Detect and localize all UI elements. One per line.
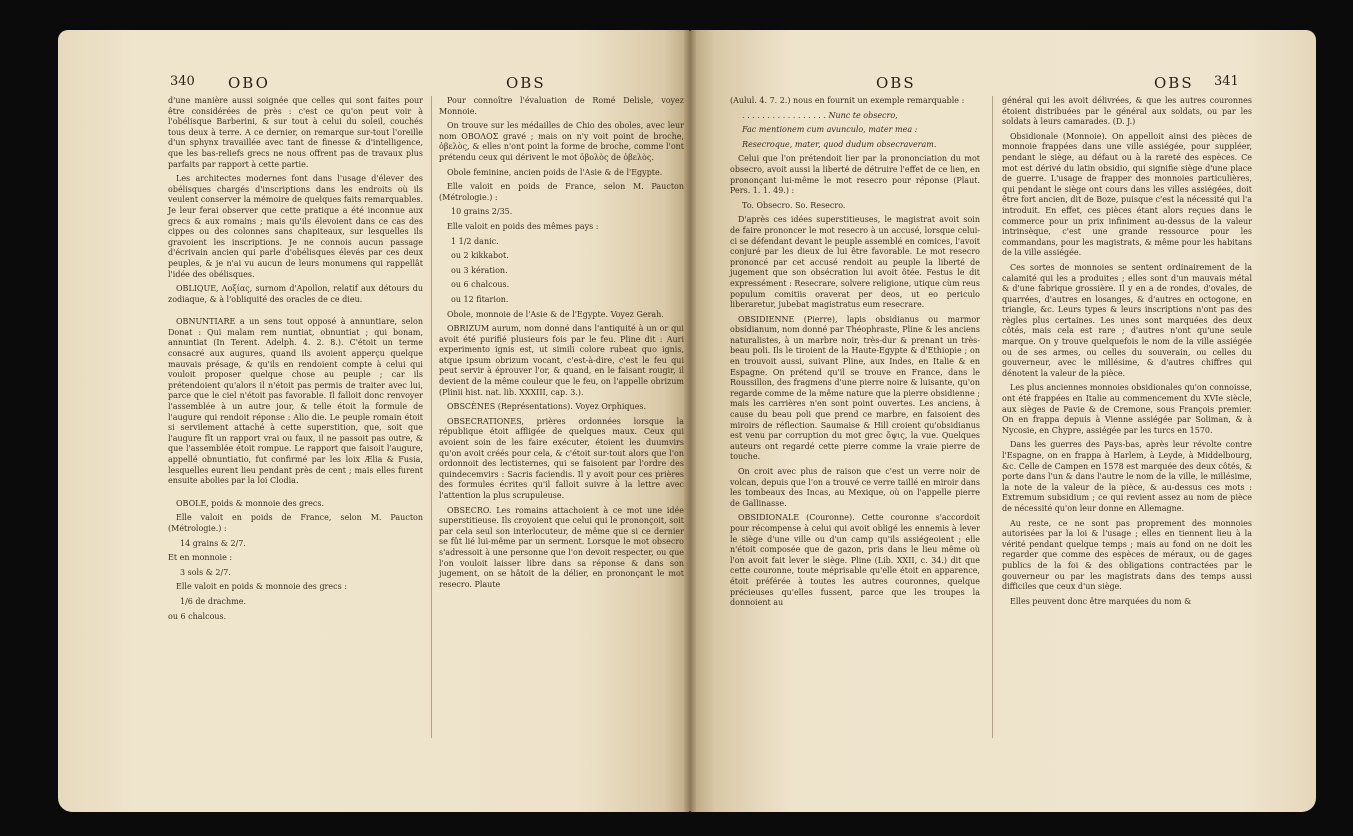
paragraph: Au reste, ce ne sont pas proprement des monnoies autorisées par la loi & l'usage ; elles en tiennent lieu à la vérité pendant quelque temps ; mais au fond on ne doit les regarder que comme des espèces de méraux, ou de gages publics de la foi & des obligations contractées par le gouverneur ou par les magistrats dans des temps aussi difficiles que ceux d'un siège. xyxy=(1002,518,1252,592)
paragraph: Elle valoit en poids des mêmes pays : xyxy=(447,221,599,231)
entry-obrizum: OBRIZUM aurum, nom donné dans l'antiquité à un or qui avoit été purifié plusieurs fois par le feu. Pline dit : Auri experimento ignis est, ut simili colore rubeat quo ignis, atque ipsum obrizum vocant, c'est-à-dire, c'est le feu qui peut servir à éprouver l'or, & quand, en le faisant rougir, il devient de la même couleur que le feu, on l'appelle obrizum (Plinii hist. nat. lib. XXXIII, cap. 3.). xyxy=(439,324,684,397)
verse-line: Resecroque, mater, quod dudum obsecraveram. xyxy=(742,139,937,149)
value-line: ou 3 kération. xyxy=(451,265,508,275)
paragraph: (Aulul. 4. 7. 2.) nous en fournit un exemple remarquable : xyxy=(730,96,965,105)
column-rule xyxy=(992,96,993,738)
value-line: ou 6 chalcous. xyxy=(168,611,227,621)
verse-line: Fac mentionem cum avunculo, mater mea : xyxy=(742,125,918,135)
left-page-column-1 xyxy=(168,96,423,626)
entry-obscenes: OBSCÈNES (Représentations). Voyez Orphiques. xyxy=(447,402,647,412)
paragraph: Dans les guerres des Pays-bas, après leur révolte contre l'Espagne, on en frappa à Harlem, à Leyde, à Middelbourg, &c. Celle de Campen en 1578 est marquée des deux côtés, & porte dans l'un & dans l'autre le nom de la ville, le millésime, la note de la valeur de la pièce, & au-dessus ces mots : Extremum subsidium ; ce qui revient assez au nom de pièce de nécessité qu'on leur donne en Allemagne. xyxy=(1002,440,1252,513)
value-line: ou 2 kikkabot. xyxy=(451,251,509,261)
entry-obole-feminine: Obole feminine, ancien poids de l'Asie & de l'Egypte. xyxy=(447,167,663,177)
paragraph: général qui les avoit délivrées, & que les autres couronnes étoient distribuées par le général aux soldats, ou par les soldats à leurs camarades. (D. J.) xyxy=(1002,96,1252,127)
entry-obole: OBOLE, poids & monnoie des grecs. xyxy=(176,498,324,508)
value-line: ou 12 fitarion. xyxy=(451,294,509,304)
paragraph: Ces sortes de monnoies se sentent ordinairement de la calamité qui les a produites ; elles sont d'un mauvais métal & d'une fabrique grossière. Il y en a de rondes, d'ovales, de quarrées, d'autres en losanges, & d'autres en octogone, en triangle, &c. Leurs types & leurs inscriptions n'ont pas des règles plus certaines. Les unes sont marquées des deux côtés, mais cela est rare ; d'autres n'ont qu'une seule marque. On y trouve quelquefois le nom de la ville assiégée ou de ses armes, ou celles du souverain, ou celles du gouverneur, avec le millésime, & d'autres chiffres qui dénotent la valeur de la pièce. xyxy=(1002,262,1252,378)
paragraph: On trouve sur les médailles de Chio des oboles, avec leur nom ΟΒΟΛΟΣ gravé ; mais on n'y voit point de broche, ὀβελὸς, & elles n'ont point la forme de broche, comme l'ont prétendu ceux qui dérivent le mot ὀβολὸς de ὀβελὸς. xyxy=(439,121,684,162)
entry-obnuntiare: OBNUNTIARE a un sens tout opposé à annuntiare, selon Donat : Qui malam rem nuntiat, obnuntiat ; qui bonam, annuntiat (In Terent. Adelph. 4. 2. 8.). C'étoit un terme consacré aux augures, quand ils avoient apperçu quelque mauvais présage, & qu'ils en rendoient compte à celui qui vouloit proposer quelque chose au peuple ; car ils prétendoient qu'alors il n'étoit pas permis de traiter avec lui, parce que le ciel n'étoit pas favorable. Il falloit donc renvoyer l'assemblée à un autre jour, & telle étoit la formule de l'augure qui rendoit réponse : Alio die. Le peuple romain étoit si servilement attaché à cette superstition, que, soit que l'augure fît un rapport vrai ou faux, il ne passoit pas outre, & que l'assemblée étoit rompue. Le rapport que faisoit l'augure, appellé obnuntiatio, fut confirmé par les loix Ælia & Fusia, lesquelles eurent lieu pendant près de cent ; mais elles furent ensuite abolies par la loi Clodia. xyxy=(168,317,423,486)
value-line: 14 grains & 2/7. xyxy=(180,538,246,548)
paragraph: Elle valoit en poids & monnoie des grecs : xyxy=(176,582,347,592)
value-line: 3 sols & 2/7. xyxy=(180,567,231,577)
value-line: 1/6 de drachme. xyxy=(180,596,247,606)
entry-obsecrationes: OBSECRATIONES, prières ordonnées lorsque la république étoit affligée de quelques maux. Ceux qui avoient soin de les faire exécuter, étoient les duumvirs qu'on avoit créés pour cela, & c'étoit sur-tout alors que l'on ordonnoit des lectisternes, qui se faisoient par l'ordre des quindecemvirs : Sacris faciendis. Il y avoit pour ces prières des formules écrites qu'il falloit suivre à la lettre avec l'attention la plus scrupuleuse. xyxy=(439,416,684,500)
paragraph: Les architectes modernes font dans l'usage d'élever des obélisques chargés d'inscriptions dans les endroits où ils veulent conserver la mémoire de quelques faits remarquables. Je leur ferai observer que cette pratique a été inconnue aux grecs & aux romains ; mais qu'ils élevoient dans ce cas des cippes ou des colonnes sans chapiteaux, sur lesquelles ils gravoient les inscriptions. Je ne connois aucun passage d'écrivain ancien qui parle d'obélisques élevés par ces deux peuples, & je n'ai vu aucun de leurs monumens qui rappellât l'idée des obélisques. xyxy=(168,174,423,279)
paragraph: Elles peuvent donc être marquées du nom & xyxy=(1010,596,1192,606)
entry-obsidienne: OBSIDIENNE (Pierre), lapis obsidianus ou marmor obsidianum, nom donné par Théophraste, Pline & les anciens naturalistes, à un marbre noir, très-dur & prenant un très-beau poli. Ils le tiroient de la Haute-Egypte & d'Ethiopie ; on en trouvoit aussi, suivant Pline, aux Indes, en Italie & en Espagne. On prétend qu'il se trouve en France, dans le Roussillon, des fragmens d'une pierre noire & luisante, qu'on regarde comme de la même nature que la pierre obsidienne ; mais les carrières n'en sont point ouvertes. Les anciens, à cause du beau poli que prend ce marbre, en faisoient des miroirs de réflection. Saumaise & Hill croient qu'obsidianus est venu par corruption du mot grec ὄψις, la vue. Quelques auteurs ont regardé cette pierre comme la vraie pierre de touche. xyxy=(730,314,980,462)
right-page-column-1 xyxy=(730,96,980,613)
entry-oblique: OBLIQUE, Λοξίας, surnom d'Apollon, relatif aux détours du zodiaque, & à l'obliquité des oracles de ce dieu. xyxy=(168,284,423,304)
left-running-head-right: OBS xyxy=(506,74,546,92)
book-gutter xyxy=(684,30,696,812)
left-page xyxy=(58,30,690,812)
value-line: 1 1/2 danic. xyxy=(451,236,499,246)
paragraph: Elle valoit en poids de France, selon M. Paucton (Métrologie.) : xyxy=(439,182,684,202)
paragraph: Et en monnoie : xyxy=(168,553,233,563)
entry-obsidionale-couronne: OBSIDIONALE (Couronne). Cette couronne s'accordoit pour récompense à celui qui avoit obligé les ennemis à lever le siège d'une ville ou d'un camp qu'ils assiégeoient ; elle n'étoit composée que de gazon, pris dans le lieu même où l'on avoit fait lever le siège. Pline (Lib. XXII, c. 34.) dit que cette couronne, toute méprisable qu'elle étoit en apparence, étoit préférée à toutes les autres couronnes, quelque précieuses qu'elles fussent, parce que les troupes la donnoient au xyxy=(730,513,980,608)
open-book-spread xyxy=(58,30,1316,812)
value-line: ou 6 chalcous. xyxy=(451,280,510,290)
right-running-head-right: OBS xyxy=(1154,74,1194,92)
entry-obsidionale-monnoie: Obsidionale (Monnoie). On appelloit ainsi des pièces de monnoie frappées dans une ville assiégée, pour suppléer, pendant le siège, au défaut ou à la rareté des espèces. Ce mot est dérivé du latin obsidio, qui signifie siège d'une place de guerre. L'usage de frapper des monnoies particulières, qui pendant le siège ont cours dans les villes assiégées, doit être fort ancien, dit de Boze, puisque c'est la nécessité qui l'a introduit. En effet, ces pièces étant alors reçues dans le commerce pour un prix infiniment au-dessus de la valeur intrinsèque, c'est une grande ressource pour les commandans, pour les magistrats, & même pour les habitans de la ville assiégée. xyxy=(1002,131,1252,258)
left-page-column-2 xyxy=(439,96,684,594)
entry-obole-monnoie: Obole, monnoie de l'Asie & de l'Egypte. Voyez Gerah. xyxy=(447,309,664,319)
paragraph: Elle valoit en poids de France, selon M. Paucton (Métrologie.) : xyxy=(168,513,423,533)
left-running-head-left: OBO xyxy=(228,74,270,92)
paragraph: Pour connoître l'évaluation de Romé Delisle, voyez Monnoie. xyxy=(439,96,684,116)
quote-line: To. Obsecro. So. Resecro. xyxy=(742,200,846,210)
left-page-number: 340 xyxy=(170,74,195,89)
paragraph: d'une manière aussi soignée que celles qui sont faites pour être considérées de près : c'est ce qu'on peut voir à l'obélisque Barberini, & sur tout à celui du soleil, couchés tous deux à terre. A ce dernier, on remarque sur-tout l'oreille d'un sphynx travaillée avec tant de finesse & d'intelligence, que les bas-reliefs grecs ne nous offrent pas de travaux plus parfaits par rapport à cette partie. xyxy=(168,96,423,169)
paragraph: Celui que l'on prétendoit lier par la prononciation du mot obsecro, avoit aussi la liberté de détruire l'effet de ce lien, en prononçant lui-même le mot resecro pour réponse (Plaut. Pers. 1. 1. 49.) : xyxy=(730,154,980,196)
right-page-number: 341 xyxy=(1214,74,1239,89)
paragraph: Les plus anciennes monnoies obsidionales qu'on connoisse, ont été frappées en Italie au commencement du XVIe siècle, aux sièges de Pavie & de Cremone, sous François premier. On en frappa depuis à Vienne assiégée par Soliman, & à Nycosie, en Chypre, assiégée par les turcs en 1570. xyxy=(1002,383,1252,435)
right-page-column-2 xyxy=(1002,96,1252,611)
right-page xyxy=(690,30,1316,812)
column-rule xyxy=(431,96,432,738)
verse-line: . . . . . . . . . . . . . . . . . Nunc te obsecro, xyxy=(742,110,898,120)
paragraph: On croit avec plus de raison que c'est un verre noir de volcan, depuis que l'on a trouvé ce verre taillé en miroir dans les tombeaux des Incas, au Mexique, où on l'appelle pierre de Gallinasse. xyxy=(730,467,980,508)
value-line: 10 grains 2/35. xyxy=(451,207,513,217)
entry-obsecro: OBSECRO. Les romains attachoient à ce mot une idée superstitieuse. Ils croyoient que celui qui le prononçoit, soit par cela seul son interlocuteur, de même que si ce dernier se fût lié lui-même par un serment. Lorsque le mot obsecro s'adressoit à une personne que l'on devoit respecter, ou que l'on vouloit laisser libre dans sa réponse & dans son jugement, on se hâtoit de la délier, en prononçant le mot resecro. Plaute xyxy=(439,505,684,589)
paragraph: D'après ces idées superstitieuses, le magistrat avoit soin de faire prononcer le mot resecro à un accusé, lorsque celui-ci se défendant devant le peuple assemblé en comices, l'avoit conjuré par les dieux de lui être favorable. Le mot resecro prononcé par cet accusé rendoit au peuple la liberté de jugement que son obsécration lui avoit ôtée. Festus le dit expressément : Resecrare, solvere religione, utique cùm reus populum comitiis oraverat per deos, ut eo periculo liberaretur, jubebat magistratus eum resecrare. xyxy=(730,215,980,310)
right-running-head-left: OBS xyxy=(876,74,916,92)
